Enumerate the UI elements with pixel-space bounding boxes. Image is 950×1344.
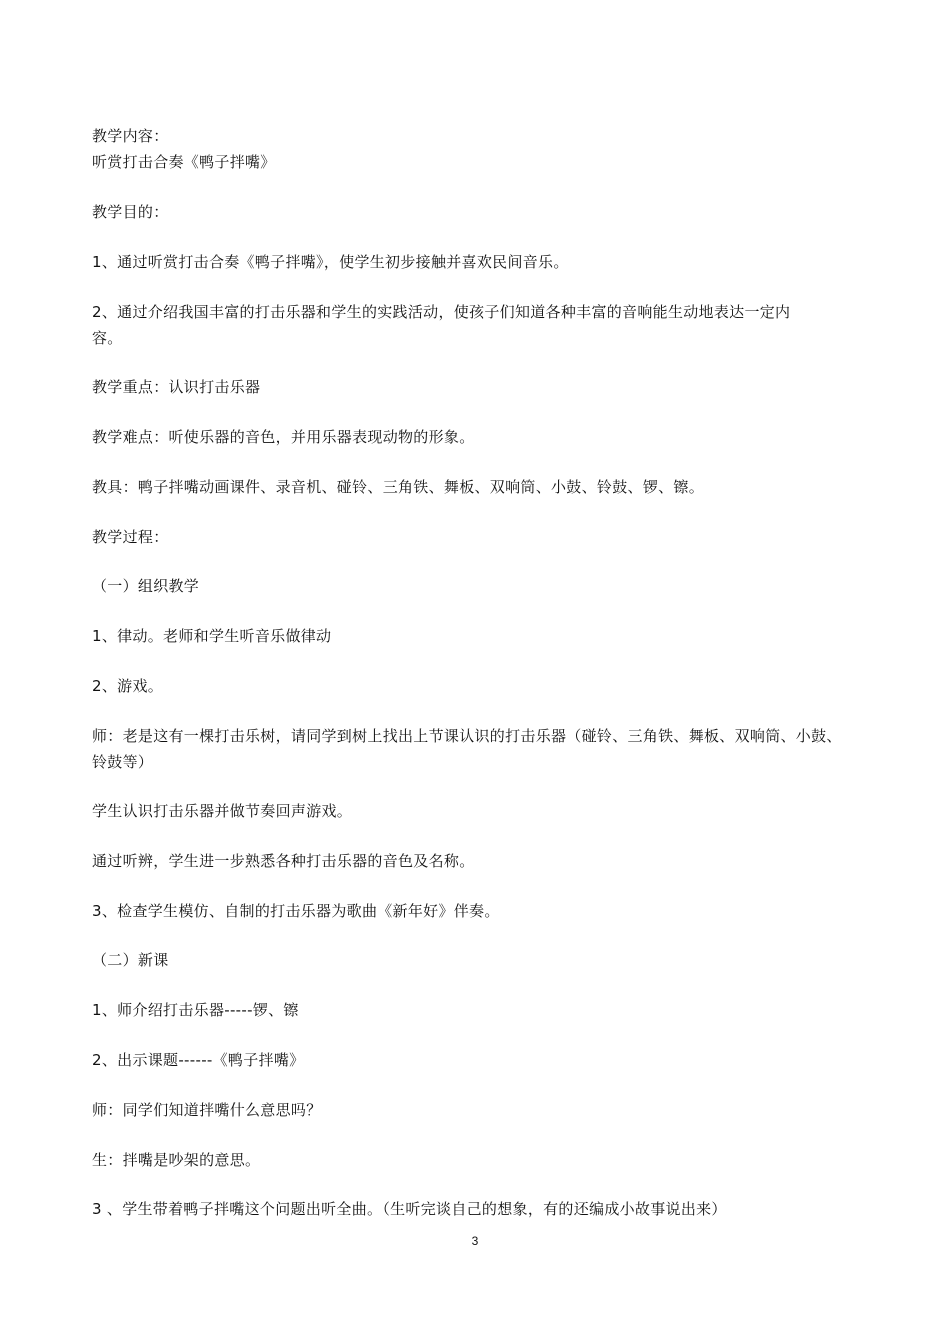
section-new-lesson: （二）新课 — [92, 951, 169, 969]
student-activity: 学生认识打击乐器并做节奏回声游戏。 — [92, 802, 353, 820]
heading-teaching-objectives: 教学目的： — [92, 203, 169, 221]
teacher-instruction-continued: 铃鼓等） — [92, 753, 154, 771]
teaching-aids: 教具：鸭子拌嘴动画课件、录音机、碰铃、三角铁、舞板、双响筒、小鼓、铃鼓、锣、镲。 — [92, 478, 705, 496]
step-rhythm: 1、律动。老师和学生听音乐做律动 — [92, 627, 332, 645]
teacher-question: 师：同学们知道拌嘴什么意思吗？ — [92, 1101, 322, 1119]
heading-teaching-content: 教学内容： — [92, 127, 169, 145]
new-lesson-step-2: 2、出示课题------《鸭子拌嘴》 — [92, 1051, 305, 1069]
objective-item-1: 1、通过听赏打击合奏《鸭子拌嘴》，使学生初步接触并喜欢民间音乐。 — [92, 253, 569, 271]
page-number: 3 — [471, 1234, 479, 1248]
objective-item-2-continued: 容。 — [92, 329, 123, 347]
section-organize-teaching: （一）组织教学 — [92, 577, 200, 595]
listening-note: 通过听辨，学生进一步熟悉各种打击乐器的音色及名称。 — [92, 852, 475, 870]
step-game: 2、游戏。 — [92, 677, 164, 695]
teaching-difficulty: 教学难点：听使乐器的音色，并用乐器表现动物的形象。 — [92, 428, 475, 446]
objective-item-2: 2、通过介绍我国丰富的打击乐器和学生的实践活动，使孩子们知道各种丰富的音响能生动地表达一定内 — [92, 303, 791, 321]
teaching-content-text: 听赏打击合奏《鸭子拌嘴》 — [92, 153, 276, 171]
new-lesson-step-3: 3 、学生带着鸭子拌嘴这个问题出听全曲。（生听完谈自己的想象，有的还编成小故事说出来） — [92, 1200, 727, 1218]
new-lesson-step-1: 1、师介绍打击乐器-----锣、镲 — [92, 1001, 299, 1019]
teacher-instruction: 师：老是这有一棵打击乐树，请同学到树上找出上节课认识的打击乐器（碰铃、三角铁、舞板、双响筒、小鼓、 — [92, 727, 842, 745]
step-check-instruments: 3、检查学生模仿、自制的打击乐器为歌曲《新年好》伴奏。 — [92, 902, 500, 920]
teaching-key-point: 教学重点：认识打击乐器 — [92, 378, 261, 396]
heading-teaching-process: 教学过程： — [92, 528, 169, 546]
student-answer: 生：拌嘴是吵架的意思。 — [92, 1151, 261, 1169]
